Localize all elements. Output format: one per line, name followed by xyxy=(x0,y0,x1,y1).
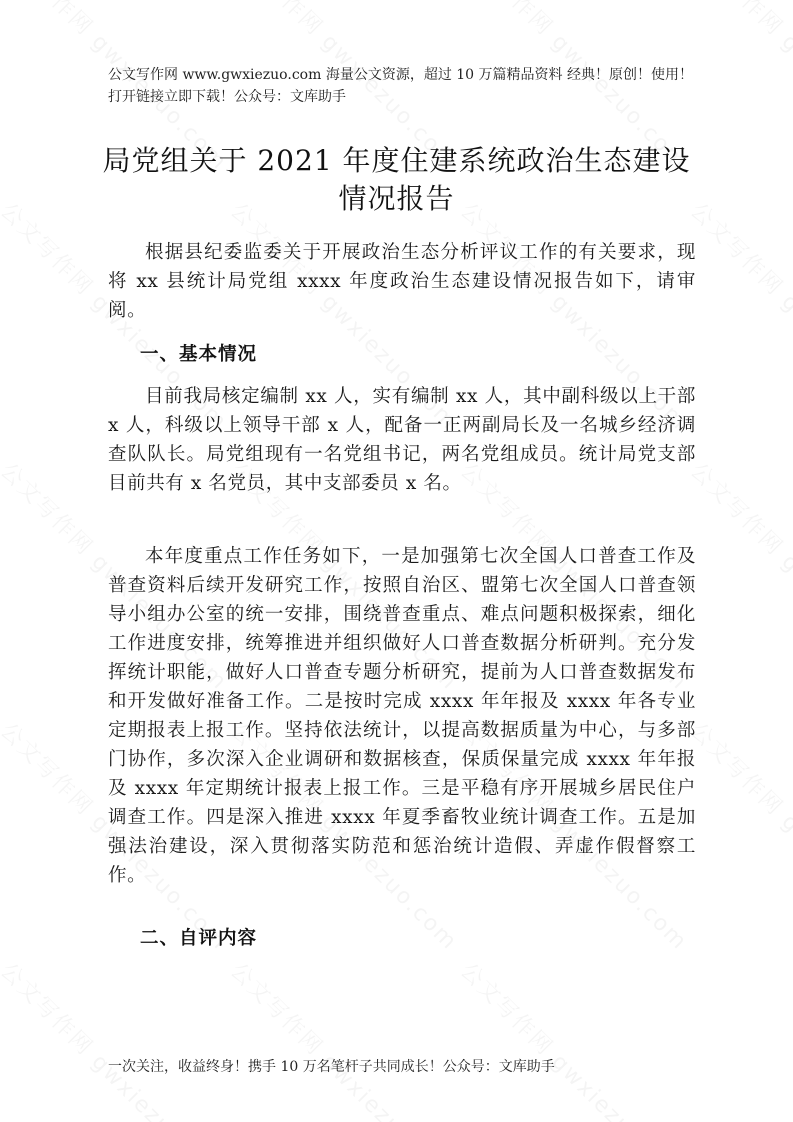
watermark-text xyxy=(454,955,695,1122)
intro-paragraph: 根据县纪委监委关于开展政治生态分析评议工作的有关要求，现将 xx 县统计局党组 xxxx 年度政治生态建设情况报告如下，请审阅。 xyxy=(108,242,696,321)
watermark-text xyxy=(684,715,793,956)
watermark-text xyxy=(224,955,465,1122)
watermark-text xyxy=(684,195,793,436)
section-heading-self-eval: 二、自评内容 xyxy=(140,928,258,949)
watermark-text xyxy=(684,455,793,696)
header-note: 公文写作网 www.gwxiezuo.com 海量公文资源，超过 10 万篇精品资料 经典！原创！使用！打开链接立即下载！公众号：文库助手 xyxy=(108,67,693,105)
basic-info-paragraph: 目前我局核定编制 xx 人，实有编制 xx 人，其中副科级以上干部 x 人，科级以上领导干部 x 人，配备一正两副局长及一名城乡经济调查队队长。局党组现有一名党组书记，两名党组成员。统计局党支部目前共有 x 名党员，其中支部委员 x 名。 xyxy=(108,386,696,494)
key-tasks-paragraph: 本年度重点工作任务如下，一是加强第七次全国人口普查工作及普查资料后续开发研究工作，按照自治区、盟第七次全国人口普查领导小组办公室的统一安排，围绕普查重点、难点问题积极探索，细化工作进度安排，统筹推进并组织做好人口普查数据分析研判。充分发挥统计职能，做好人口普查专题分析研究，提前为人口普查数据发布和开发做好准备工作。二是按时完成 xxxx 年年报及 xxxx 年各专业定期报表上报工作。坚持依法统计，以提高数据质量为中心，与多部门协作，多次深入企业调研和数据核查，保质保量完成 xxxx 年年报及 xxxx 年定期统计报表上报工作。三是平稳有序开展城乡居民住户调查工作。四是深入推进 xxxx 年夏季畜牧业统计调查工作。五是加强法治建设，深入贯彻落实防范和惩治统计造假、弄虚作假督察工作。 xyxy=(108,546,696,886)
section-heading-basic: 一、基本情况 xyxy=(140,344,258,365)
page-title: 局党组关于 2021 年度住建系统政治生态建设情况报告 xyxy=(102,144,691,215)
footer-note: 一次关注，收益终身！携手 10 万名笔杆子共同成长！公众号：文库助手 xyxy=(108,1059,555,1075)
watermark-text xyxy=(0,955,236,1122)
